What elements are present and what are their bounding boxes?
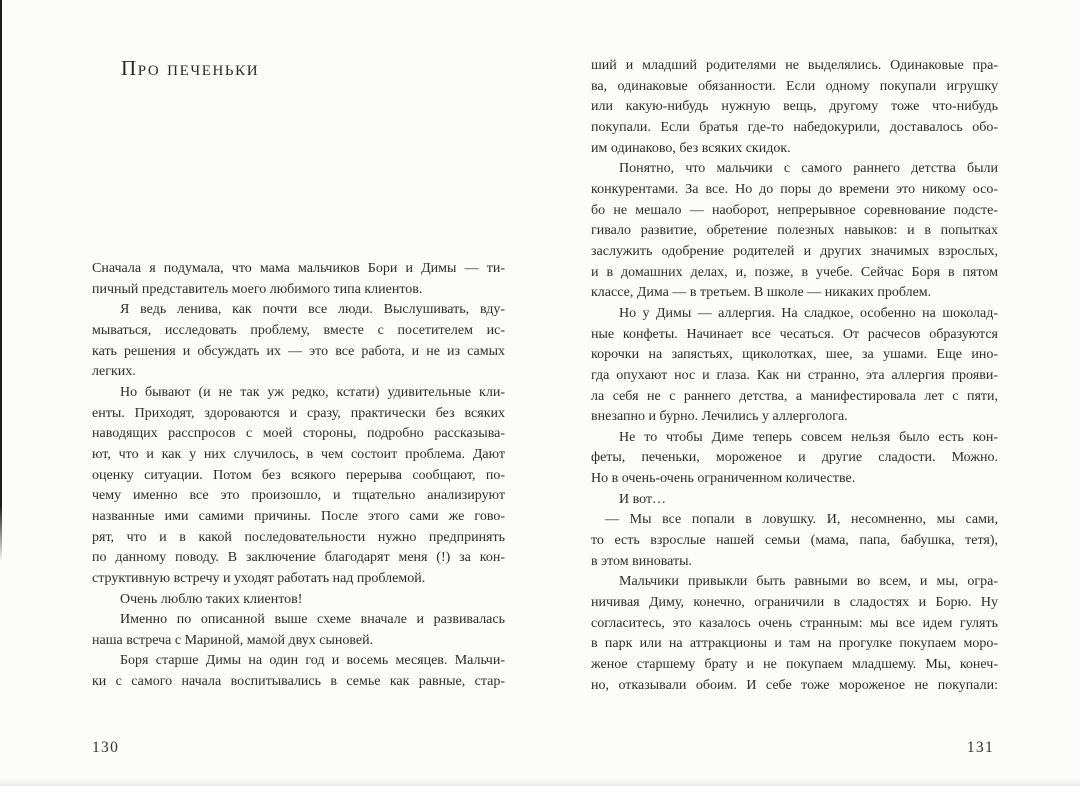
text-line: в парк или на аттракционы и там на прогулке покупаем моро- <box>591 636 998 652</box>
text-line: оценку ситуации. Потом без всякого перерыва сообщают, по- <box>92 467 505 483</box>
text-line: Понятно, что мальчики с самого раннего детства были <box>619 161 998 177</box>
text-line: внезапно и бурно. Лечились у аллерголога. <box>591 409 848 425</box>
text-line: заслужить одобрение родителей и других значимых взрослых, <box>591 243 998 259</box>
text-line: Но у Димы — аллергия. На сладкое, особенно на шоколад- <box>619 305 998 321</box>
text-line: легких. <box>92 364 136 380</box>
text-line: Сначала я подумала, что мама мальчиков Бори и Димы — ти- <box>92 261 505 276</box>
text-line: Но в очень-очень ограниченном количестве. <box>591 471 856 487</box>
text-line: пичный представитель моего любимого типа клиентов. <box>92 281 423 297</box>
text-line: корочки на запястьях, щиколотках, шее, за ушами. Еще ино- <box>591 347 998 363</box>
text-line: Но бывают (и не так уж редко, кстати) удивительные кли- <box>120 384 505 400</box>
text-line: Мальчики привыкли быть равными во всем, и мы, огра- <box>619 574 998 590</box>
text-line: то есть взрослые нашей семьи (мама, папа, бабушка, тетя), <box>591 533 998 549</box>
text-line: бо не мешало — наоборот, непрерывное соревнование подсте- <box>591 202 998 218</box>
text-line: кать решения и обсуждать их — это все работа, и не из самых <box>92 343 505 359</box>
text-line: но, отказывали обоим. И себе тоже мороженое не покупали: <box>591 677 998 693</box>
book-edge-line <box>0 0 2 562</box>
text-line: ки с самого начала воспитывались в семье как равные, стар- <box>92 674 505 690</box>
text-line: мываться, исследовать проблему, вместе с посетителем ис- <box>92 322 505 338</box>
page-number: 130 <box>92 739 120 756</box>
text-line: енты. Приходят, здороваются и сразу, практически без всяких <box>92 405 505 421</box>
right-page-text-column <box>591 56 998 696</box>
text-line: гда опухают нос и глаза. Как ни странно, эта аллергия прояви- <box>591 367 998 383</box>
text-line: названные ими самими причины. После этого сами же гово- <box>92 508 505 524</box>
text-line: ют, что и как у них случилось, в чем состоит проблема. Дают <box>92 446 505 462</box>
text-line: или какую-нибудь нужную вещь, другому тоже что-нибудь <box>591 99 998 115</box>
text-line: покупали. Если братья где-то набедокурили, доставалось обо- <box>591 119 998 135</box>
text-line: классе, Дима — в третьем. В школе — никаких проблем. <box>591 285 932 301</box>
text-line: наводящих расспросов с моей стороны, подробно рассказыва- <box>92 426 505 442</box>
text-line: конкурентами. За все. Но до поры до времени это никому осо- <box>591 181 998 197</box>
text-line: наша встреча с Мариной, мамой двух сыновей. <box>92 632 374 648</box>
text-line: и в домашних делах, и, позже, в учебе. Сейчас Боря в пятом <box>591 264 998 280</box>
chapter-title: Про печеньки <box>121 56 260 80</box>
left-page-text-column <box>92 259 505 693</box>
text-line: по данному поводу. В заключение благодарят меня (!) за кон- <box>92 550 505 566</box>
page-number: 131 <box>966 739 994 756</box>
text-line: согласитесь, это казалось очень странным: мы все идем гулять <box>591 615 998 631</box>
text-line: рят, что и в какой последовательности нужно предпринять <box>92 529 505 545</box>
text-line: феты, печеньки, мороженое и другие сладости. Можно. <box>591 450 998 466</box>
text-line: гивало развитие, обретение полезных навыков: и в попытках <box>591 223 998 239</box>
text-line: женое старшему брату и не покупаем младшему. Мы, конеч- <box>591 657 998 673</box>
text-line: ший и младший родителями не выделялись. Одинаковые пра- <box>591 58 998 73</box>
photo-bottom-shade <box>0 779 1080 786</box>
text-line: — Мы все попали в ловушку. И, несомненно, мы сами, <box>605 512 998 528</box>
text-line: чему именно все это произошло, и тщательно анализируют <box>92 488 505 504</box>
text-line: Именно по описанной выше схеме вначале и развивалась <box>120 612 505 628</box>
text-line: Боря старше Димы на один год и восемь месяцев. Мальчи- <box>120 653 505 669</box>
text-line: И вот… <box>619 491 667 507</box>
text-line: ные конфеты. Начинает все чесаться. От расчесов образуются <box>591 326 998 342</box>
text-line: Очень люблю таких клиентов! <box>120 591 303 607</box>
text-line: ва, одинаковые обязанности. Если одному покупали игрушку <box>591 78 998 94</box>
text-line: ла себя не с раннего детства, а манифестировала лет с пяти, <box>591 388 998 404</box>
text-line: им одинаково, без всяких скидок. <box>591 140 791 156</box>
text-line: Не то чтобы Диме теперь совсем нельзя было есть кон- <box>619 429 998 445</box>
text-line: структивную встречу и уходят работать над проблемой. <box>92 570 426 586</box>
text-line: ничивая Диму, конечно, ограничили в сладостях и Борю. Ну <box>591 595 998 611</box>
text-line: в этом виноваты. <box>591 553 693 569</box>
text-line: Я ведь ленива, как почти все люди. Выслушивать, вду- <box>120 302 505 318</box>
